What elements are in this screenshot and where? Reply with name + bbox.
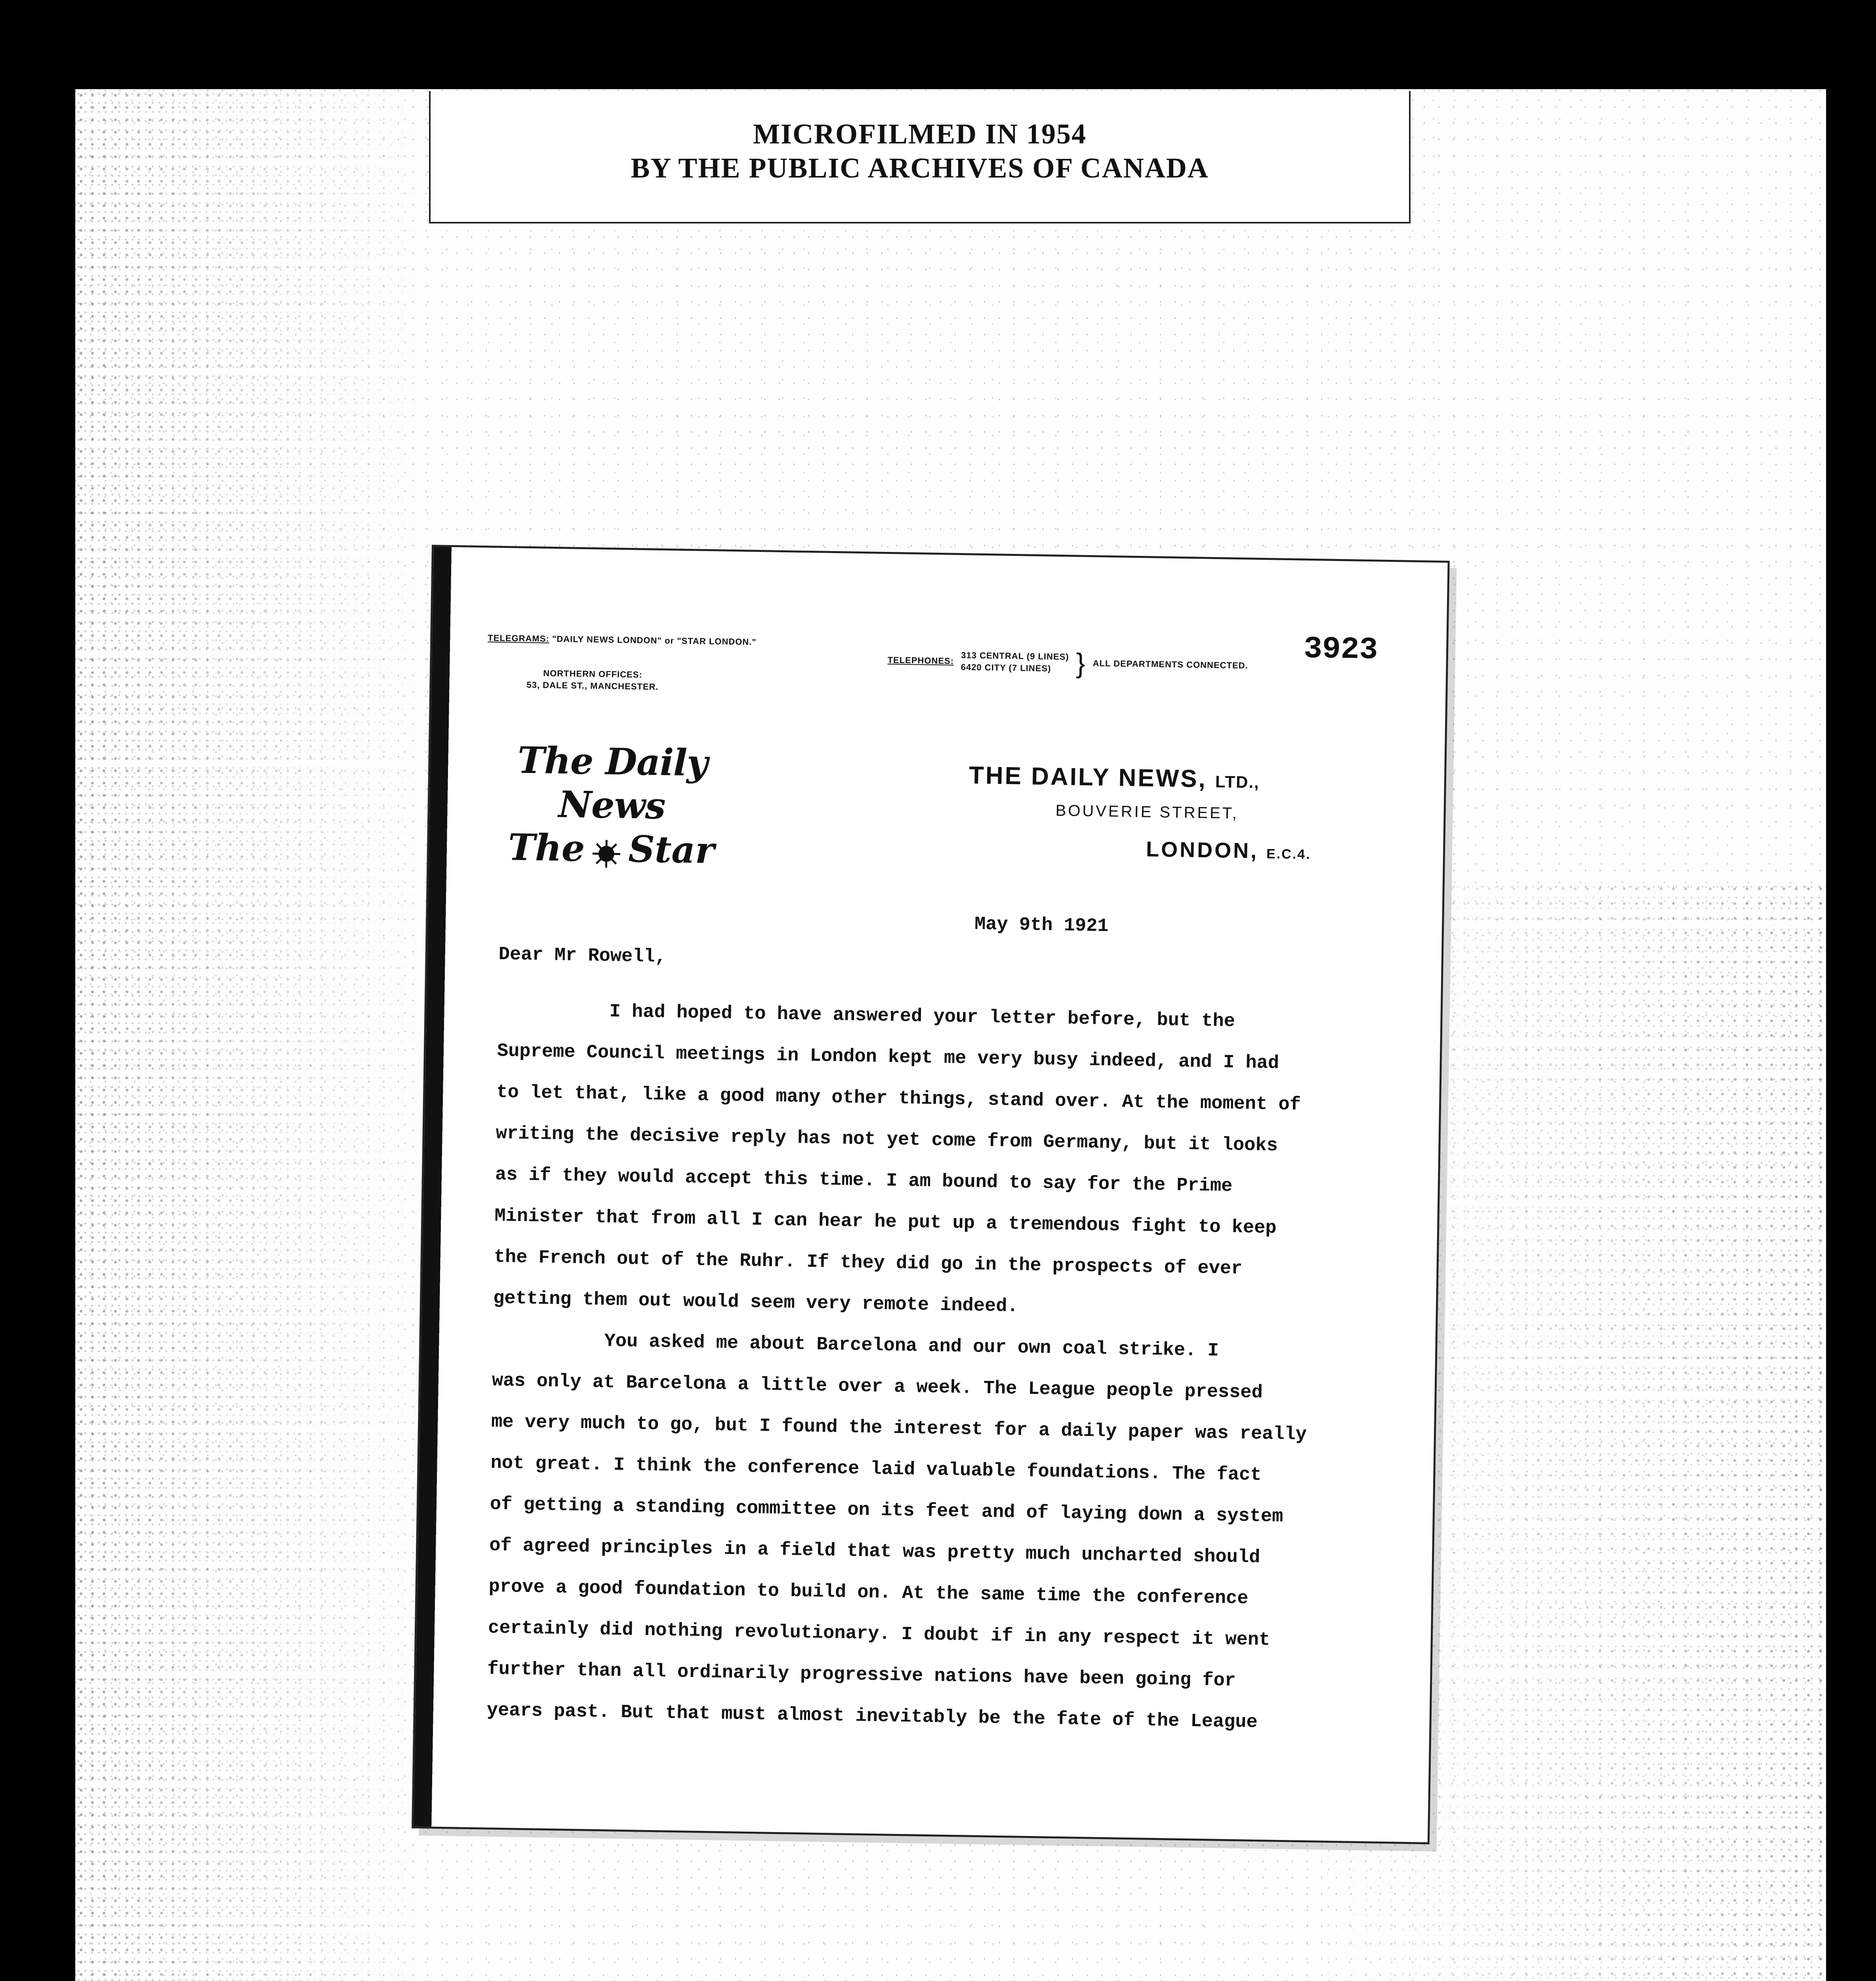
letter-page (412, 545, 1450, 1844)
letter-body (486, 990, 1393, 1745)
company-city: LONDON, (1146, 837, 1259, 863)
star-emblem-icon (592, 834, 622, 863)
company-street: BOUVERIE STREET, (1055, 802, 1239, 823)
masthead-logo (492, 738, 732, 872)
microfilm-notice-line1: MICROFILMED IN 1954 (753, 118, 1087, 150)
letter-line: of getting a standing committee on its feet and of laying down a system (490, 1494, 1283, 1528)
northern-offices-address: 53, DALE ST., MANCHESTER. (526, 679, 659, 692)
microfilm-frame (75, 89, 1826, 1981)
masthead-daily-news: The Daily News (517, 739, 708, 828)
telephone-line-2: 6420 CITY (7 LINES) (961, 662, 1051, 674)
company-name-line (969, 761, 1312, 795)
telephones-label: TELEPHONES: (887, 655, 954, 666)
letter-line: writing the decisive reply has not yet come from Germany, but it looks (496, 1123, 1278, 1157)
letter-line: me very much to go, but I found the interest for a daily paper was really (491, 1411, 1307, 1445)
document-number: 3923 (1303, 632, 1378, 668)
telephones-block (887, 648, 1248, 678)
letter-line: of agreed principles in a field that was pretty much uncharted should (489, 1535, 1260, 1569)
masthead-the: The (507, 826, 585, 870)
microfilm-notice-line2: BY THE PUBLIC ARCHIVES OF CANADA (631, 152, 1209, 184)
northern-offices (526, 667, 659, 693)
telephones-note: ALL DEPARTMENTS CONNECTED. (1092, 658, 1248, 671)
letter-line: prove a good foundation to build on. At the same time the conference (488, 1576, 1249, 1609)
letter-salutation: Dear Mr Rowell, (498, 944, 667, 968)
company-postal-district: E.C.4. (1266, 846, 1311, 862)
telephone-numbers (961, 649, 1069, 675)
letter-line: You asked me about Barcelona and our own coal strike. I (492, 1329, 1219, 1362)
letter-date: May 9th 1921 (974, 914, 1109, 937)
company-name: THE DAILY NEWS, (969, 761, 1207, 793)
company-address (968, 761, 1312, 864)
letter-line: to let that, like a good many other things, stand over. At the moment of (496, 1082, 1301, 1116)
letter-line: certainly did nothing revolutionary. I doubt if in any respect it went (488, 1617, 1270, 1651)
film-speckle-left (75, 89, 432, 1981)
letter-line: was only at Barcelona a little over a week. The League people pressed (492, 1370, 1263, 1404)
northern-offices-label: NORTHERN OFFICES: (543, 668, 642, 680)
letter-line: I had hoped to have answered your letter before, but the (498, 999, 1235, 1032)
letter-line: Minister that from all I can hear he put up a tremendous fight to keep (494, 1205, 1277, 1239)
company-suffix: LTD., (1215, 772, 1260, 792)
telephone-line-1: 313 CENTRAL (9 LINES) (961, 650, 1069, 662)
brace-glyph: } (1075, 647, 1086, 679)
masthead-star-line (492, 825, 730, 872)
letter-line: further than all ordinarily progressive nations have been going for (487, 1658, 1236, 1692)
letter-line: Supreme Council meetings in London kept me very busy indeed, and I had (497, 1040, 1279, 1074)
letter-line: not great. I think the conference laid valuable foundations. The fact (490, 1452, 1262, 1486)
company-city-line (1146, 837, 1311, 864)
telegrams-line (488, 633, 757, 647)
letter-line: as if they would accept this time. I am bound to say for the Prime (495, 1164, 1233, 1197)
letter-line: years past. But that must almost inevitably be the fate of the League (486, 1700, 1258, 1733)
telegrams-value: "DAILY NEWS LONDON" or "STAR LONDON." (552, 634, 757, 647)
letter-line: the French out of the Ruhr. If they did go in the prospects of ever (494, 1246, 1243, 1280)
telegrams-label: TELEGRAMS: (488, 633, 549, 644)
letter-line: getting them out would seem very remote indeed. (493, 1288, 1019, 1317)
microfilm-notice (429, 91, 1411, 223)
masthead-star: Star (628, 827, 715, 872)
